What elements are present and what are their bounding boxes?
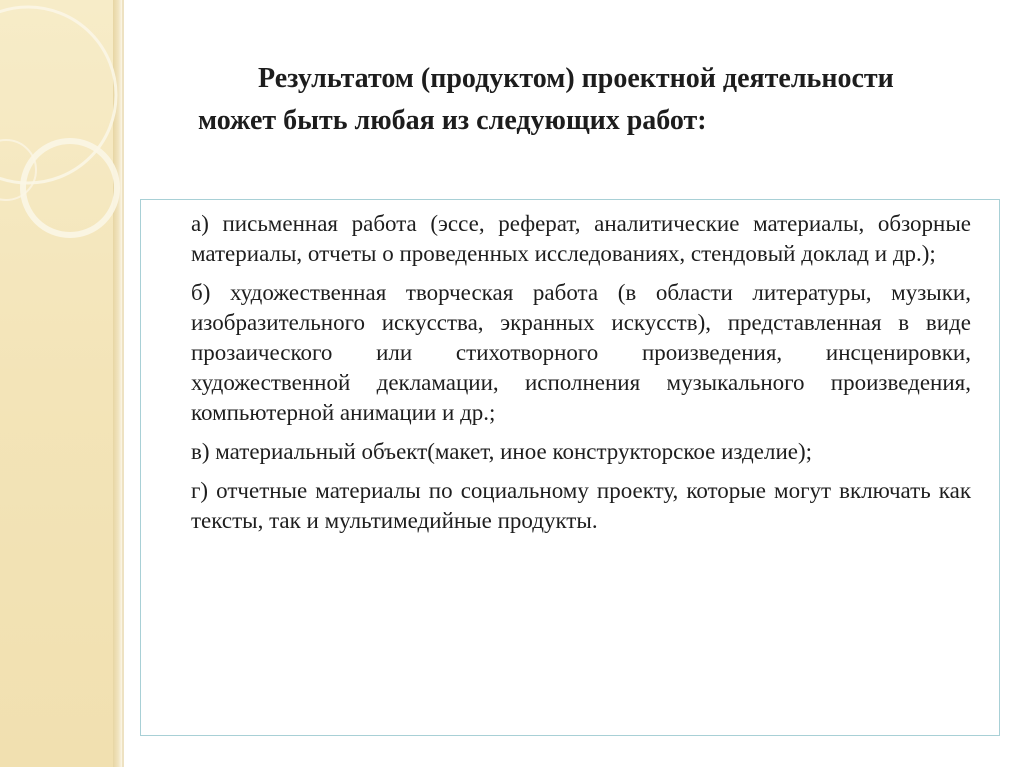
list-item-c: в) материальный объект(макет, иное конструкторское изделие); (191, 439, 813, 464)
decorative-circle-medium (23, 141, 117, 235)
list-item-d: г) отчетные материалы по социальному проекту, которые могут включать как тексты, так и мультимедийные продукты. (191, 478, 971, 533)
decorative-circle-small (0, 140, 36, 200)
decorative-circle-large (0, 7, 116, 183)
slide-title: Результатом (продуктом) проектной деятельности может быть любая из следующих работ: (198, 63, 894, 136)
decorative-circles (0, 0, 160, 300)
list-item-a: а) письменная работа (эссе, реферат, аналитические материалы, обзорные материалы, отчеты о проведенных исследованиях, стендовый доклад и др.); (191, 211, 971, 266)
content-list (191, 209, 971, 545)
list-item-b: б) художественная творческая работа (в области литературы, музыки, изобразительного искусства, экранных искусств), представленная в виде прозаического или стихотворного произведения, инсценировки, художественной декламации, исполнения музыкального произведения, компьютерной анимации и др.; (191, 280, 971, 425)
